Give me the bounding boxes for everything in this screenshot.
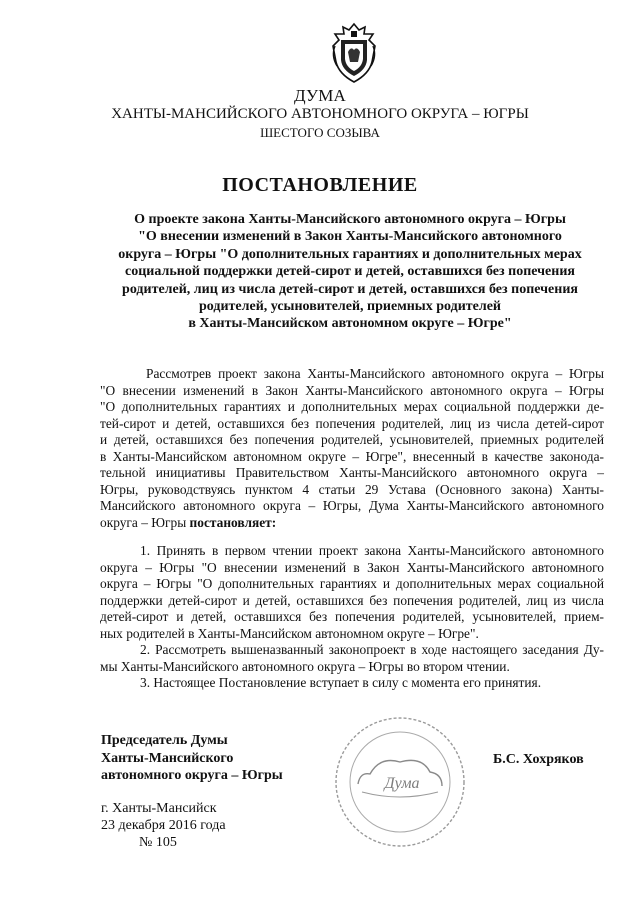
item-1-line: поддержки детей-сирот и детей, оставшихся без попечения родителей, лиц из числа (100, 592, 604, 608)
place-date-block (101, 800, 226, 852)
subject-line: "О внесении изменений в Закон Ханты-Мансийского автономного (138, 229, 562, 245)
org-name-line1: ДУМА (293, 86, 347, 105)
subject-line: О проекте закона Ханты-Мансийского автономного округа – Югры (134, 212, 566, 227)
item-1-line: округа – Югры "О внесении изменений в Закон Ханты-Мансийского автономного (100, 559, 604, 575)
text-line: Мансийского автономного округа – Югры, Дума Ханты-Мансийского автономного (100, 498, 604, 513)
text-line: Рассмотрев проект закона Ханты-Мансийского автономного округа – Югры (146, 366, 604, 381)
coat-of-arms-icon (329, 22, 379, 84)
text-line: "О внесении изменений в Закон Ханты-Мансийского автономного округа – Югры (100, 382, 604, 398)
signatory-name: Б.С. Хохряков (493, 752, 584, 767)
text-line: и детей, оставшихся без попечения родителей, усыновителей, приемных родителей (100, 432, 604, 447)
text-line: Югры, руководствуясь пунктом 4 статьи 29 Устава (Основного закона) Ханты- (100, 481, 604, 497)
item-2-line: 2. Рассмотреть вышеназванный законопроект в ходе настоящего заседания Ду- (140, 642, 604, 657)
place-city: г. Ханты-Мансийск (101, 801, 217, 816)
text-line (100, 515, 604, 532)
org-convocation: ШЕСТОГО СОЗЫВА (260, 125, 380, 140)
signatory-title-line: Председатель Думы (101, 733, 228, 748)
document-number: № 105 (139, 835, 177, 851)
item-1-line: ных родителей в Ханты-Мансийском автономном округе – Югре". (100, 625, 479, 641)
item-1-line: округа – Югры "О дополнительных гарантиях и дополнительных мерах социальной (100, 576, 604, 591)
round-seal-icon (330, 712, 470, 852)
item-3-line: 3. Настоящее Постановление вступает в силу с момента его принятия. (140, 675, 542, 690)
text-line: "О дополнительных гарантиях и дополнительных мерах социальной поддержки де- (100, 399, 604, 414)
document-subject (92, 211, 608, 333)
subject-line: округа – Югры "О дополнительных гарантиях и дополнительных мерах (118, 246, 582, 262)
text-line: в Ханты-Мансийском автономном округе – Югре", внесенный в качестве законода- (100, 448, 604, 464)
text-fragment: округа – Югры (100, 514, 190, 530)
signatory-title-line: Ханты-Мансийского (101, 750, 234, 766)
signatory-title-line: автономного округа – Югры (101, 768, 283, 784)
org-name-line2: ХАНТЫ-МАНСИЙСКОГО АВТОНОМНОГО ОКРУГА – ЮГРЫ (111, 106, 529, 122)
stamp-text: Дума (384, 775, 420, 792)
item-1-line: детей-сирот и детей, оставшихся без попечения родителей, усыновителей, прием- (100, 609, 604, 624)
signatory-title (101, 732, 283, 785)
item-2-line: мы Ханты-Мансийского автономного округа – Югры во втором чтении. (100, 658, 510, 674)
subject-line: в Ханты-Мансийском автономном округе – Югре" (188, 316, 512, 332)
subject-line: родителей, лиц из числа детей-сирот и детей, оставшихся без попечения (122, 281, 578, 297)
subject-line: родителей, усыновителей, приемных родителей (199, 299, 501, 315)
document-date: 23 декабря 2016 года (101, 818, 226, 834)
document-type-title: ПОСТАНОВЛЕНИЕ (222, 174, 418, 196)
resolution-items (100, 543, 604, 692)
text-line: тей-сирот и детей, оставшихся без попечения родителей, лиц из числа детей-сирот (100, 415, 604, 431)
resolves-word: постановляет: (189, 514, 277, 530)
preamble-paragraph (100, 366, 604, 531)
subject-line: социальной поддержки детей-сирот и детей, оставшихся без попечения (125, 264, 575, 280)
item-1-line: 1. Принять в первом чтении проект закона Ханты-Мансийского автономного (140, 543, 604, 558)
text-line: тельной инициативы Правительством Ханты-Мансийского автономного округа – (100, 465, 604, 480)
